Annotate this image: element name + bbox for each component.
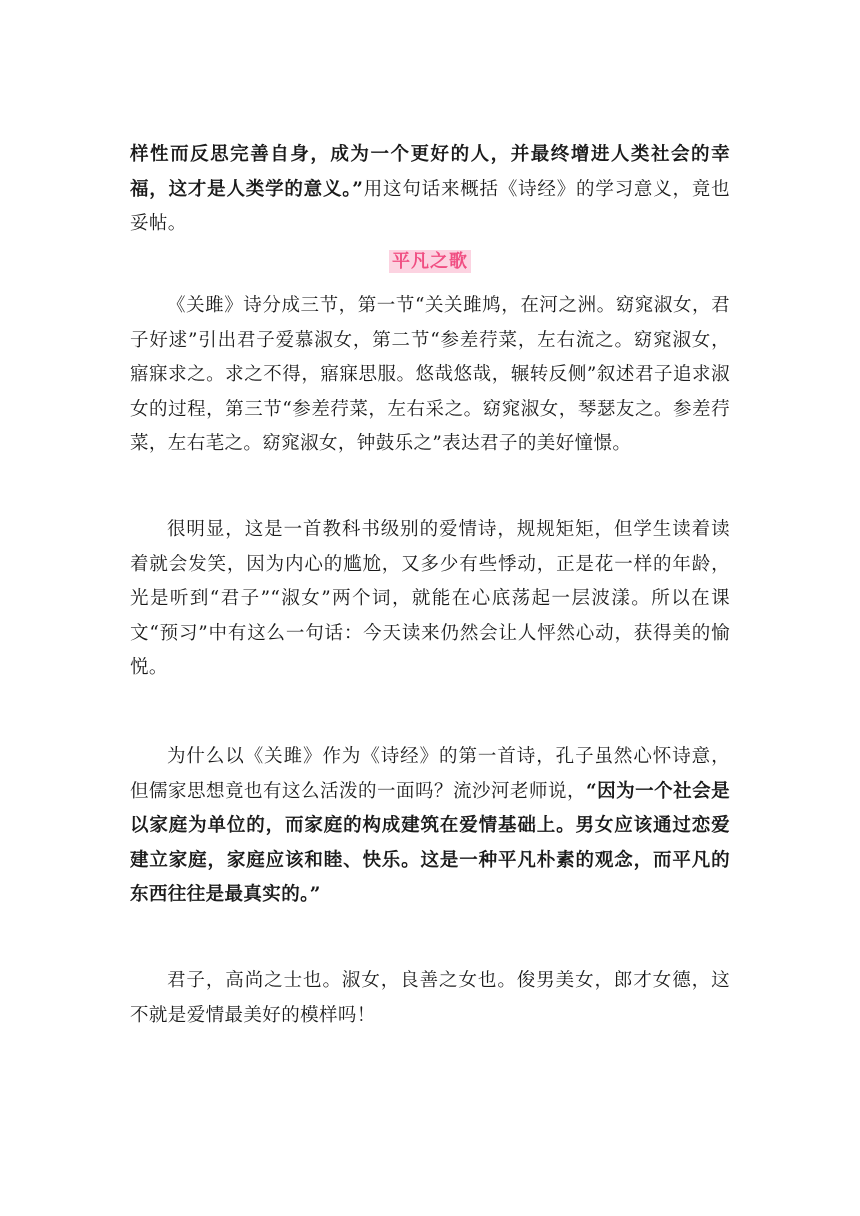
paragraph-conclusion: 君子，高尚之士也。淑女，良善之女也。俊男美女，郎才女德，这不就是爱情最美好的模样吗！ <box>130 970 730 1026</box>
liushahe-quote: “因为一个社会是以家庭为单位的，而家庭的构成建筑在爱情基础上。男女应该通过恋爱建立家庭，家庭应该和睦、快乐。这是一种平凡朴素的观念，而平凡的东西往往是最真实的。” <box>130 780 730 905</box>
paragraph-confucian-view-text: 为什么以《关雎》作为《诗经》的第一首诗，孔子虽然心怀诗意，但儒家思想竟也有这么活泼的一面吗？流沙河老师说， <box>130 746 730 802</box>
intro-rest-text: 用这句话来概括《诗经》的学习意义，竟也妥帖。 <box>130 178 730 234</box>
intro-paragraph <box>130 138 730 242</box>
paragraph-confucian-view <box>130 740 730 913</box>
paragraph-guanju-structure: 《关雎》诗分成三节，第一节“关关雎鸠，在河之洲。窈窕淑女，君子好逑”引出君子爱慕淑女，第二节“参差荇菜，左右流之。窈窕淑女，寤寐求之。求之不得，寤寐思服。悠哉悠哉，辗转反侧”叙述君子追求淑女的过程，第三节“参差荇菜，左右采之。窈窕淑女，琴瑟友之。参差荇菜，左右芼之。窈窕淑女，钟鼓乐之”表达君子的美好憧憬。 <box>130 295 730 454</box>
section-heading <box>0 249 860 275</box>
intro-bold-quote: 样性而反思完善自身，成为一个更好的人，并最终增进人类社会的幸福，这才是人类学的意义。” <box>130 144 730 200</box>
section-heading-label: 平凡之歌 <box>389 250 471 273</box>
paragraph-student-reaction: 很明显，这是一首教科书级别的爱情诗，规规矩矩，但学生读着读着就会发笑，因为内心的尴尬，又多少有些悸动，正是花一样的年龄，光是听到“君子”“淑女”两个词，就能在心底荡起一层波漾。所以在课文“预习”中有这么一句话：今天读来仍然会让人怦然心动，获得美的愉悦。 <box>130 519 730 678</box>
